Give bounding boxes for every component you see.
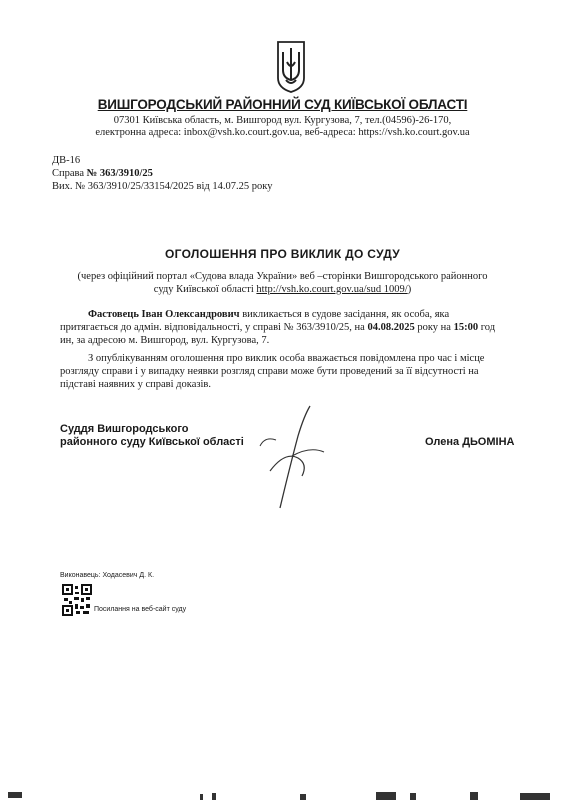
scan-edge-marks (0, 788, 565, 800)
case-label: Справа (52, 168, 87, 179)
para1-text-a: притягається до адмін. відповідальності, у справі № 363/3910/25, на (60, 322, 368, 333)
person-name: Фастовець Іван Олександрович (88, 309, 240, 320)
qr-code-icon[interactable] (62, 584, 92, 616)
case-number-line (52, 168, 153, 179)
outgoing-number: Вих. № 363/3910/25/33154/2025 від 14.07.25 року (52, 181, 273, 192)
notice-subtitle-line1: (через офіційний портал «Судова влада України» веб –сторінки Вишгородського районного (77, 271, 488, 282)
subtitle-text: суду Київської області (153, 284, 257, 295)
notice-para2-line1: З опублікуванням оголошення про виклик особа вважається повідомлена про час і місце (88, 353, 485, 364)
notice-title: ОГОЛОШЕННЯ ПРО ВИКЛИК ДО СУДУ (164, 247, 401, 261)
executor: Виконавець: Ходасевич Д. К. (60, 572, 155, 579)
notice-para1-line3: ин, за адресою м. Вишгород, вул. Кургузова, 7. (60, 335, 270, 346)
qr-caption: Посилання на веб-сайт суду (94, 606, 187, 613)
notice-para2-line3: підставі наявних у справі доказів. (60, 379, 212, 390)
court-website-link[interactable]: http://vsh.ko.court.gov.ua/sud 1009/ (256, 284, 408, 295)
para1-text: викликається в судове засідання, як особа, яка (239, 309, 450, 320)
form-code: ДВ-16 (52, 155, 81, 166)
court-contacts: електронна адреса: inbox@vsh.ko.court.gov.ua, веб-адреса: https://vsh.ko.court.gov.ua (95, 127, 470, 138)
notice-para2-line2: розгляду справи і у випадку неявки розгляд справи може бути проведений за її відсутності на (60, 366, 479, 377)
judge-position-line2: районного суду Київської області (60, 436, 244, 448)
case-number: № 363/3910/25 (86, 168, 153, 179)
court-name: ВИШГОРОДСЬКИЙ РАЙОННИЙ СУД КИЇВСЬКОЇ ОБЛАСТІ (97, 97, 468, 112)
hearing-time: 15:00 (453, 322, 479, 333)
subtitle-close: ) (407, 284, 412, 295)
handwritten-signature (240, 396, 340, 516)
notice-para1-line2 (60, 322, 530, 333)
para1-text-b: року на (414, 322, 454, 333)
notice-subtitle-line2 (0, 284, 565, 295)
judge-position-line1: Суддя Вишгородського (60, 423, 189, 435)
court-address: 07301 Київська область, м. Вишгород вул. Кургузова, 7, тел.(04596)-26-170, (113, 115, 452, 126)
para1-text-c: год (478, 322, 496, 333)
judge-name: Олена ДЬОМІНА (425, 436, 515, 448)
hearing-date: 04.08.2025 (367, 322, 415, 333)
coat-of-arms-icon (276, 40, 306, 94)
notice-para1-line1 (88, 309, 508, 320)
